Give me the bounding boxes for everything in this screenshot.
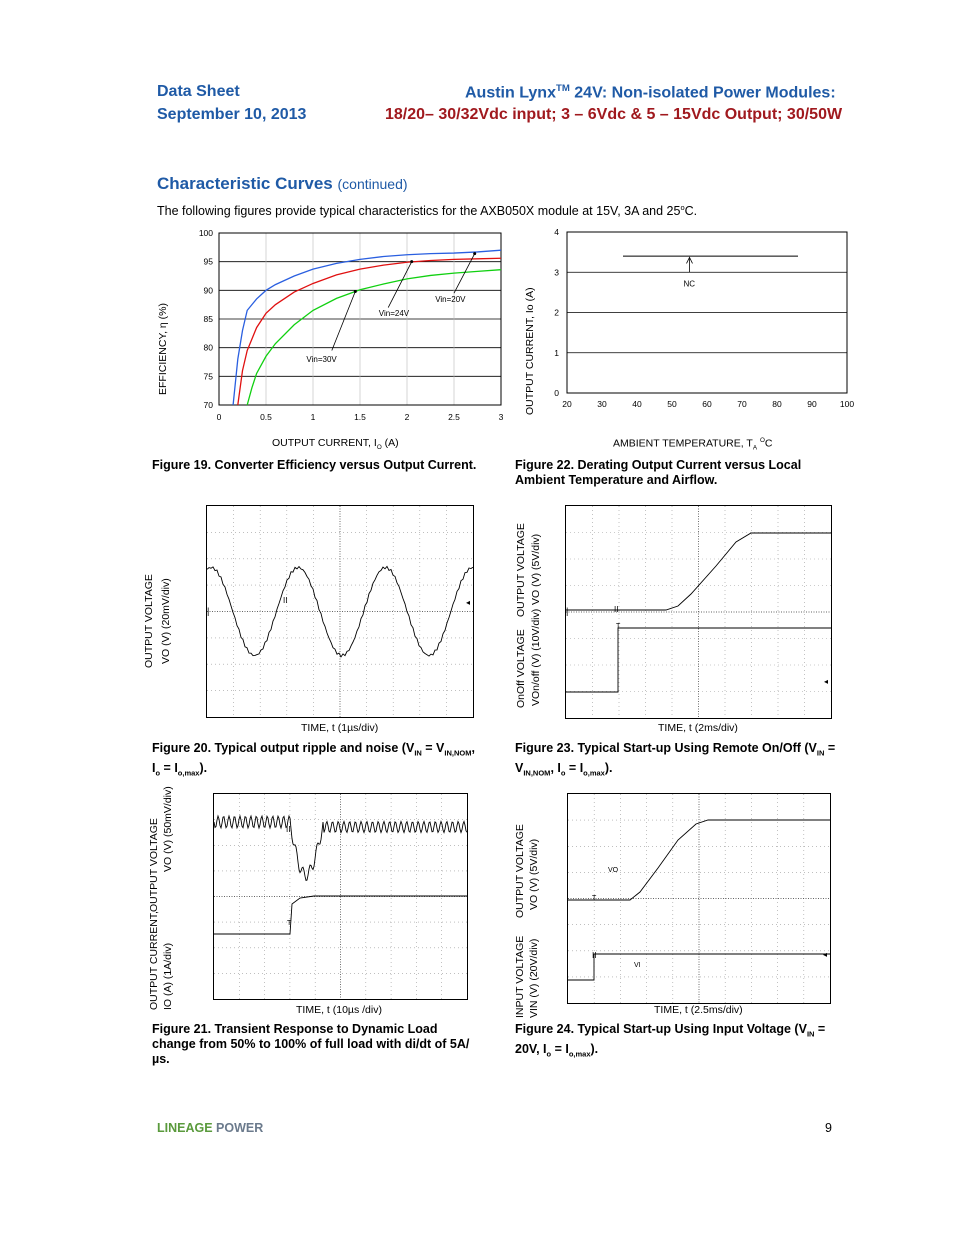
fig24-caption: Figure 24. Typical Start-up Using Input Voltage ($V_{IN} = 20V$, $I_o = I_{o,max}$). bbox=[515, 1022, 826, 1058]
fig19-ytick: 90 bbox=[203, 285, 213, 296]
fig24-scope bbox=[567, 793, 831, 1004]
fig20-trace bbox=[207, 506, 473, 717]
fig19-annotation: Vin=20V bbox=[435, 294, 466, 304]
fig24-ylabel-top1: OUTPUT VOLTAGE bbox=[514, 824, 526, 918]
fig22-annotation: NC bbox=[683, 279, 696, 289]
fig23-caption: Figure 23. Typical Start-up Using Remote On/Off ($V_{IN} = V_{IN,NOM}$, $I_o = I_{o,max}$). bbox=[515, 741, 836, 777]
fig22-ytick: 4 bbox=[554, 227, 559, 237]
footer-brand: LINEAGE POWER bbox=[157, 1121, 264, 1135]
fig21-scope bbox=[213, 793, 468, 1000]
fig21-caption: Figure 21. Transient Response to Dynamic Load change from 50% to 100% of full load with di/dt of 5A/µs. bbox=[152, 1022, 470, 1066]
derating-chart bbox=[554, 227, 855, 409]
fig22-xtick: 90 bbox=[807, 399, 817, 409]
fig19-ylabel: EFFICIENCY, η (%) bbox=[157, 303, 169, 395]
fig21-trace bbox=[214, 794, 467, 999]
svg-text:◂: ◂ bbox=[466, 598, 471, 607]
doc-date: September 10, 2013 bbox=[157, 106, 307, 123]
fig21-ylabel-top2: VO (V) (50mV/div) bbox=[162, 786, 174, 872]
fig19-annotation: Vin=24V bbox=[378, 309, 410, 319]
fig19-xtick: 2.5 bbox=[448, 412, 460, 422]
fig19-xtick: 3 bbox=[498, 412, 504, 422]
svg-text:|: | bbox=[566, 606, 569, 616]
fig19-ytick: 80 bbox=[203, 342, 213, 353]
fig19-xtick: 1 bbox=[310, 412, 316, 422]
fig22-xtick: 40 bbox=[632, 399, 642, 409]
svg-text:II: II bbox=[592, 951, 597, 960]
fig23-ylabel-bot2: VOn/off (V) (10V/div) bbox=[530, 608, 542, 706]
svg-text:II: II bbox=[286, 825, 291, 834]
section-intro: The following figures provide typical characteristics for the AXB050X module at 15V, 3A and 25$^o$C. bbox=[157, 203, 698, 219]
fig22-ylabel: OUTPUT CURRENT, Io (A) bbox=[524, 287, 536, 415]
fig20-scope bbox=[206, 505, 474, 718]
fig19-xlabel: OUTPUT CURRENT, $I_O$ (A) bbox=[272, 437, 399, 452]
fig19-annotation-arrow bbox=[388, 262, 412, 308]
fig24-ylabel-bot1: INPUT VOLTAGE bbox=[514, 935, 526, 1018]
fig19-annotation: Vin=30V bbox=[306, 355, 337, 364]
fig19-ytick: 75 bbox=[203, 371, 213, 382]
svg-text:|: | bbox=[207, 606, 210, 616]
fig19-annotation-arrow bbox=[332, 291, 356, 350]
fig22-xtick: 60 bbox=[702, 399, 712, 409]
fig20-ylabel2: VO (V) (20mV/div) bbox=[160, 578, 172, 664]
fig23-xlabel: TIME, t (2ms/div) bbox=[658, 722, 738, 734]
fig22-xtick: 80 bbox=[772, 399, 782, 409]
efficiency-chart bbox=[198, 228, 504, 422]
fig22-xtick: 100 bbox=[839, 399, 855, 409]
fig21-ylabel-bot2: IO (A) (1A/div) bbox=[162, 942, 174, 1010]
fig22-caption: Figure 22. Derating Output Current versus Local Ambient Temperature and Airflow. bbox=[515, 458, 802, 487]
svg-text:II: II bbox=[614, 605, 619, 614]
fig19-ytick: 95 bbox=[203, 256, 213, 267]
fig23-scope bbox=[565, 505, 832, 719]
fig19-ytick: 100 bbox=[198, 228, 213, 238]
product-title: Austin Lynx™ 24V: Non-isolated Power Modules: bbox=[465, 83, 836, 102]
fig23-ylabel-top1: OUTPUT VOLTAGE bbox=[515, 523, 527, 617]
fig24-ylabel-top2: VO (V) (5V/div) bbox=[528, 838, 540, 910]
fig19-xtick: 0 bbox=[216, 412, 222, 422]
fig22-xlabel: AMBIENT TEMPERATURE, $T_A$ $^O$C bbox=[613, 437, 773, 452]
fig19-annotation-head bbox=[473, 252, 476, 255]
section-title: Characteristic Curves (continued) bbox=[157, 174, 408, 193]
fig19-series-Vin=24V bbox=[238, 258, 501, 405]
fig21-ylabel-bot1: OUTPUT CURRENT, bbox=[148, 911, 160, 1010]
fig22-ytick: 3 bbox=[554, 267, 559, 278]
fig19-caption: Figure 19. Converter Efficiency versus Output Current. bbox=[152, 458, 477, 472]
svg-text:T: T bbox=[287, 920, 292, 927]
fig19-xtick: 1.5 bbox=[354, 412, 366, 422]
fig22-xtick: 70 bbox=[737, 399, 747, 409]
fig23-ylabel-top2: VO (V) (5V/div) bbox=[530, 533, 542, 605]
fig24-vo-label: VO bbox=[608, 867, 619, 874]
fig22-ytick: 0 bbox=[554, 388, 559, 398]
fig22-ytick: 1 bbox=[554, 347, 559, 358]
fig19-xtick: 0.5 bbox=[260, 412, 272, 422]
fig24-ylabel-bot2: VIN (V) (20V/div) bbox=[528, 938, 540, 1018]
fig24-xlabel: TIME, t (2.5ms/div) bbox=[654, 1004, 743, 1016]
svg-text:◂: ◂ bbox=[823, 950, 828, 959]
fig20-caption: Figure 20. Typical output ripple and noise ($V_{IN} = V_{IN,NOM}$, $I_o = I_{o,max}$). bbox=[152, 741, 475, 777]
fig23-trace bbox=[566, 506, 831, 718]
fig20-ylabel1: OUTPUT VOLTAGE bbox=[143, 574, 155, 668]
product-spec: 18/20– 30/32Vdc input; 3 – 6Vdc & 5 – 15Vdc Output; 30/50W bbox=[385, 106, 843, 123]
svg-text:T: T bbox=[616, 623, 621, 630]
fig22-xtick: 50 bbox=[667, 399, 677, 409]
fig20-xlabel: TIME, t (1µs/div) bbox=[301, 722, 379, 734]
fig22-xtick: 30 bbox=[597, 399, 607, 409]
svg-text:II: II bbox=[283, 596, 288, 605]
fig19-ytick: 85 bbox=[203, 314, 213, 324]
fig19-series-Vin=20V bbox=[233, 250, 501, 405]
svg-text:T: T bbox=[592, 895, 597, 902]
fig21-xlabel: TIME, t (10µs /div) bbox=[296, 1004, 382, 1016]
fig19-annotation-head bbox=[410, 260, 413, 263]
fig24-trace bbox=[568, 794, 830, 1003]
fig24-vi-label: VI bbox=[634, 962, 641, 969]
fig19-ytick: 70 bbox=[203, 400, 213, 410]
svg-text:◂: ◂ bbox=[824, 677, 829, 686]
fig19-xtick: 2 bbox=[404, 412, 410, 422]
fig23-ylabel-bot1: OnOff VOLTAGE bbox=[515, 629, 527, 708]
fig22-ytick: 2 bbox=[554, 307, 559, 318]
fig22-xtick: 20 bbox=[562, 399, 572, 409]
fig21-ylabel-top1: OUTPUT VOLTAGE bbox=[148, 818, 160, 912]
doc-type: Data Sheet bbox=[157, 83, 240, 100]
fig19-annotation-head bbox=[354, 290, 357, 293]
page-number: 9 bbox=[825, 1121, 832, 1135]
